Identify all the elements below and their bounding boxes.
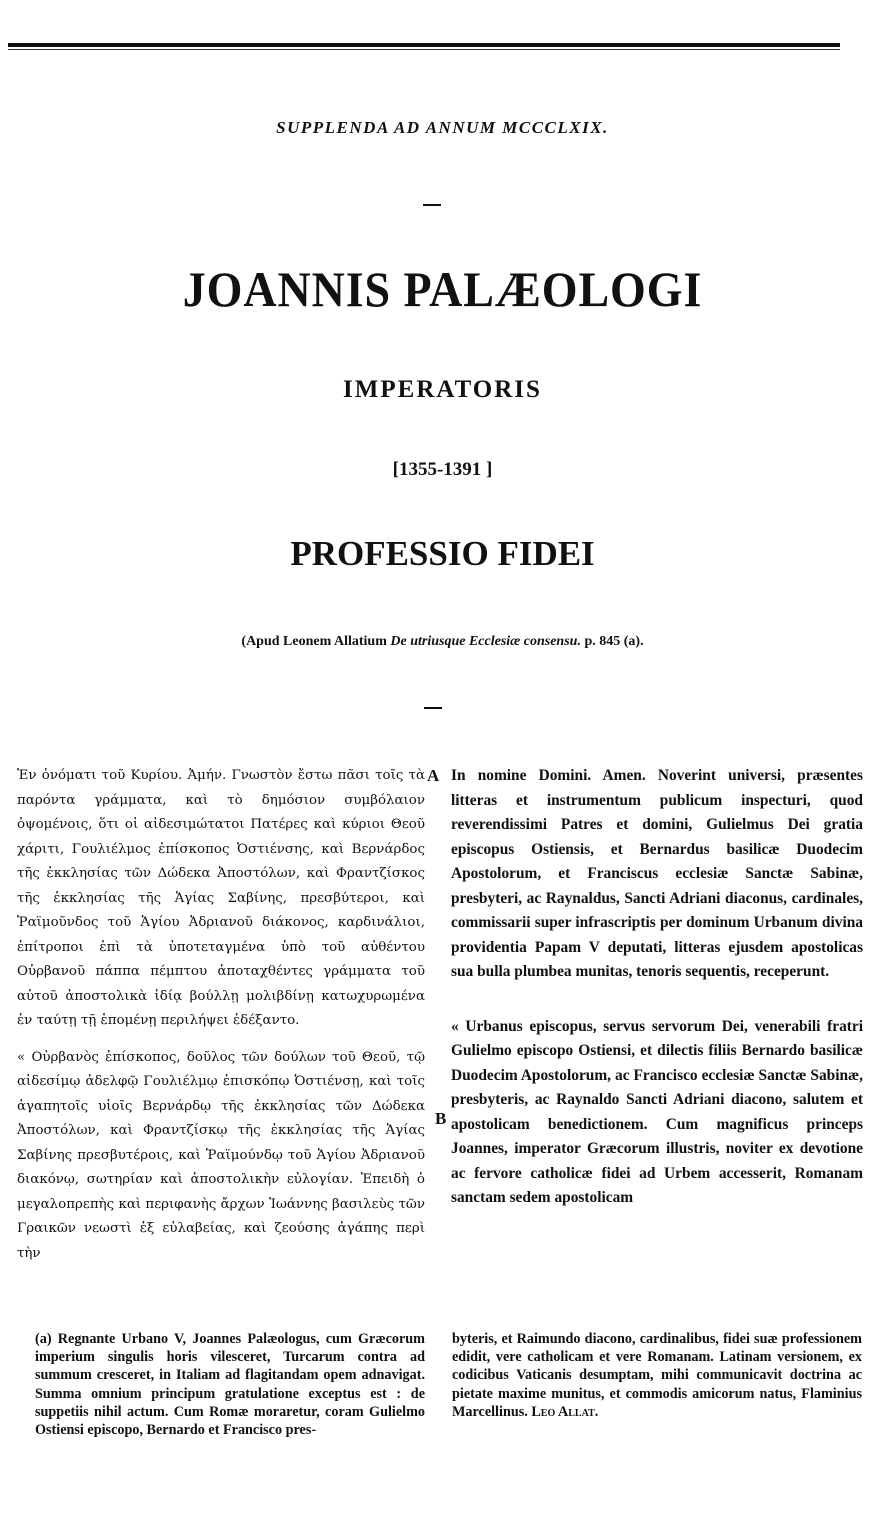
reign-dates: [1355-1391 ] <box>392 459 493 480</box>
margin-marker-a: A <box>427 766 440 785</box>
footnote-left <box>35 1330 425 1439</box>
greek-paragraph-2: « Οὐρβανὸς ἐπίσκοπος, δοῦλος τῶν δούλων τοῦ Θεοῦ, τῷ αἰδεσίμῳ ἀδελφῷ Γουλιέλμῳ ἐπισκόπῳ Ὀστιένσῃ, καὶ τοῖς ἀγαπητοῖς υἱοῖς Βερνάρδῳ τῆς ἐκκλησίας τῶν Δώδεκα Ἀποστόλων, καὶ Φραντζίσκῳ τῆς ἐκκλησίας τῆς Ἁγίας Σαβίνης πρεσβυτέροις, καὶ Ῥαϊμούνδῳ τοῦ Ἁγίου Ἀδριανοῦ διακόνῳ, σωτηρίαν καὶ ἀποστολικὴν εὐλογίαν. Ἐπειδὴ ὁ μεγαλοπρεπὴς καὶ περιφανὴς ἄρχων Ἰωάννης βασιλεὺς τῶν Γραικῶν νεωστὶ ἐξ εὐλαβείας, καὶ ζεούσης ἀγάπης περὶ τὴν <box>17 1049 425 1261</box>
separator-dash-2 <box>424 707 442 709</box>
footnote-signature: Leo Allat. <box>531 1403 599 1420</box>
citation-work-title: De utriusque Ecclesiæ consensu. <box>390 634 581 649</box>
page-title: JOANNIS PALÆOLOGI <box>182 261 703 317</box>
section-title: PROFESSIO FIDEI <box>290 534 595 573</box>
footnote-right <box>452 1330 862 1421</box>
greek-paragraph-1: Ἐν ὀνόματι τοῦ Κυρίου. Ἀμήν. Γνωστὸν ἔστω πᾶσι τοῖς τὰ παρόντα γράμματα, καὶ τὸ δημόσιον συμβόλαιον ὀψομένοις, ὅτι οἱ αἰδεσιμώτατοι Πατέρες καὶ κύριοι Θεοῦ χάριτι, Γουλιέλμος ἐπίσκοπος Ὀστιένσης, καὶ Βερνάρδος τῆς ἐκκλησίας τῶν Δώδεκα Ἀποστόλων, καὶ Φραντζίσκος τῆς ἐκκλησίας τῆς Ἁγίας Σαβίνης, πρεσβύτεροι, καὶ Ῥαϊμοῦνδος τοῦ Ἁγίου Ἀδριανοῦ διάκονος, καρδινάλιοι, ἐπίτροποι ἐπὶ τὰ ὑποτεταγμένα ὑπὸ τοῦ αὐθέντου Οὐρβανοῦ πάππα πέμπτου ἀποταχθέντες γράμματα τοῦ αὐτοῦ ἀποστολικὰ ἰδίᾳ βούλλῃ μολιβδίνῃ κατωχυρωμένα ἐν ταύτῃ τῇ ἑπομένῃ περιλήψει ἐδέξαντο. <box>17 768 425 1028</box>
citation-suffix: p. 845 (a). <box>584 634 644 649</box>
footnote-right-text: byteris, et Raimundo diacono, cardinalibus, fidei suæ professionem edidit, vere catholicam et vere Romanam. Latinam versionem, ex codicibus Vaticanis desumptam, mihi communicavit doctrina ac pietate maxime munitus, et commodis amicorum natus, Flaminius Marcellinus. <box>452 1331 862 1420</box>
footnote-left-text: (a) Regnante Urbano V, Joannes Palæologus, cum Græcorum imperium singulis horis vilesceret, Turcarum contra ad summum cresceret, in Italiam ad flagitandam opem adnavigat. Summa omnium principum gratulatione exceptus est : de suppetiis nihil actum. Cum Romæ moraretur, coram Gulielmo Ostiensi episcopo, Bernardo et Francisco pres- <box>35 1331 425 1439</box>
supplement-heading: SUPPLENDA AD ANNUM MCCCLXIX. <box>276 118 609 137</box>
latin-column <box>451 764 863 1211</box>
page-subtitle: IMPERATORIS <box>343 376 542 403</box>
citation-prefix: (Apud Leonem Allatium <box>241 634 387 649</box>
top-double-rule <box>8 43 840 47</box>
latin-paragraph-1: In nomine Domini. Amen. Noverint universi, præsentes litteras et instrumentum publicum inspecturi, quod reverendissimi Patres et domini, Gulielmus Dei gratia episcopus Ostiensis, et Bernardus basilicæ Duodecim Apostolorum, et Franciscus ecclesiæ Sanctæ Sabinæ, presbyteri, ac Raynaldus, Sancti Adriani diaconus, cardinales, commissarii super infrascriptis per dominum Urbanum divina providentia Papam V deputati, litteras ejusdem apostolicas sua bulla plumbea munitas, tenoris sequentis, receperunt. <box>451 767 863 980</box>
source-citation <box>0 634 885 650</box>
latin-paragraph-2: « Urbanus episcopus, servus servorum Dei, venerabili fratri Gulielmo episcopo Ostiensi, et dilectis filiis Bernardo basilicæ Duodecim Apostolorum, ac Francisco ecclesiæ Sanctæ Sabinæ, presbyteris, ac Raynaldo Sancti Adriani diacono, salutem et apostolicam benedictionem. Cum magnificus princeps Joannes, imperator Græcorum illustris, noviter ex devotione ac fervore catholicæ fidei ad Urbem accesserit, Romanam sanctam sedem apostolicam <box>451 1017 863 1206</box>
separator-dash <box>423 204 441 206</box>
top-thin-rule <box>8 49 840 50</box>
margin-marker-b: B <box>435 1109 447 1128</box>
greek-column <box>17 764 425 1266</box>
